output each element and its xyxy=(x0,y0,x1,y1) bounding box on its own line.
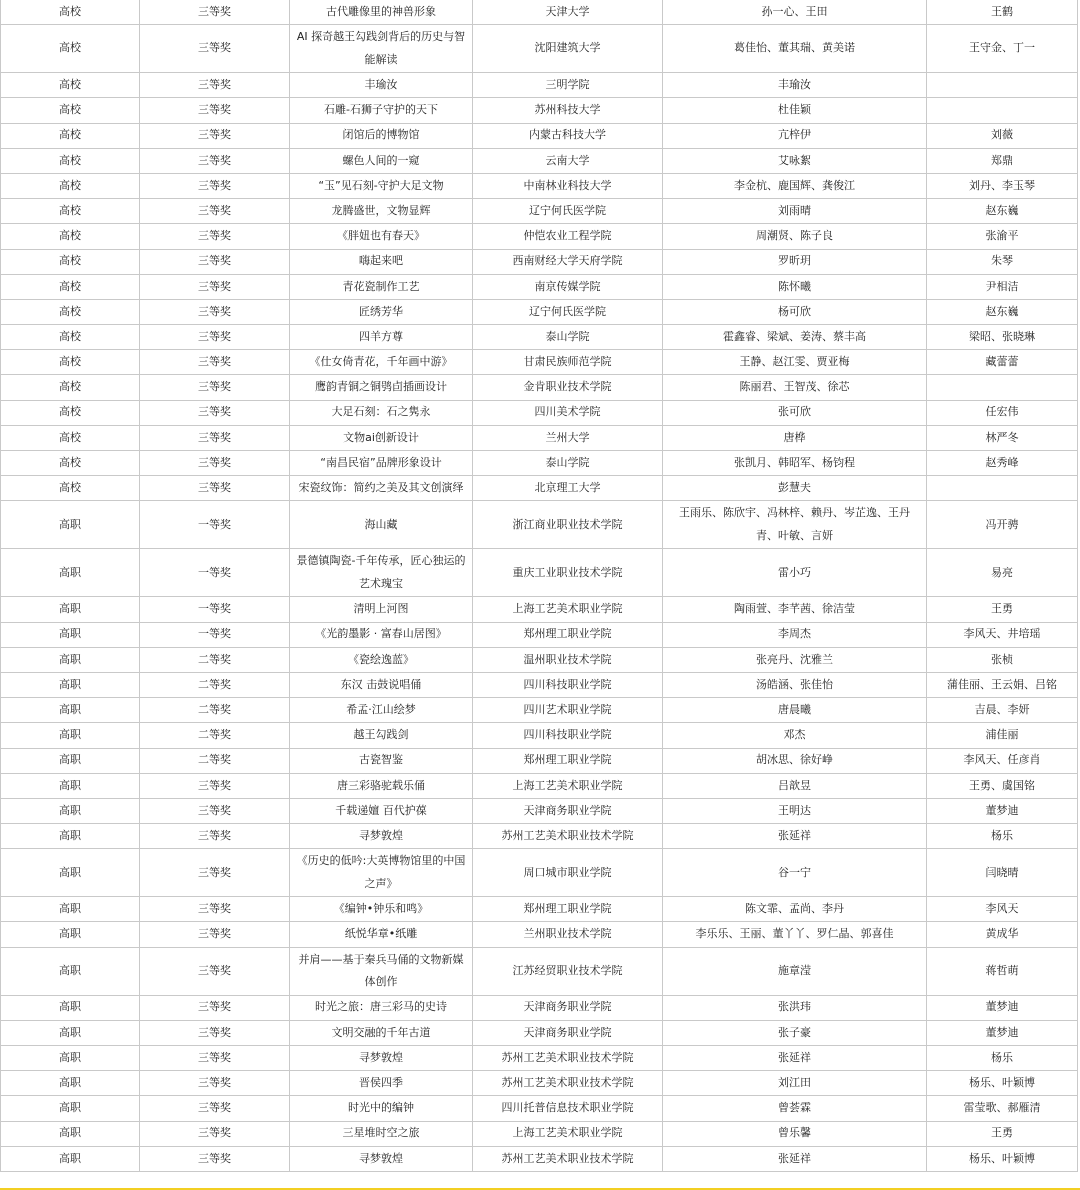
table-row xyxy=(1,622,1078,647)
advisors-cell: 杨乐 xyxy=(927,824,1078,849)
school-cell: 苏州工艺美术职业技术学院 xyxy=(473,1146,663,1171)
award-level-cell: 一等奖 xyxy=(140,597,290,622)
school-cell: 上海工艺美术职业学院 xyxy=(473,773,663,798)
work-title-cell: 寻梦敦煌 xyxy=(290,1046,473,1071)
category-cell: 高职 xyxy=(1,672,140,697)
authors-cell: 李金杭、鹿国辉、龚俊江 xyxy=(663,173,927,198)
table-row xyxy=(1,501,1078,549)
category-cell: 高校 xyxy=(1,123,140,148)
school-cell: 仲恺农业工程学院 xyxy=(473,224,663,249)
advisors-cell: 蒋哲萌 xyxy=(927,947,1078,995)
award-level-cell: 三等奖 xyxy=(140,1146,290,1171)
category-cell: 高职 xyxy=(1,698,140,723)
table-row xyxy=(1,597,1078,622)
advisors-cell xyxy=(927,375,1078,400)
school-cell: 郑州理工职业学院 xyxy=(473,748,663,773)
category-cell: 高校 xyxy=(1,25,140,73)
school-cell: 重庆工业职业技术学院 xyxy=(473,549,663,597)
advisors-cell: 任宏伟 xyxy=(927,400,1078,425)
table-row xyxy=(1,698,1078,723)
work-title-cell: 螺色人间的一窥 xyxy=(290,148,473,173)
work-title-cell: 石雕-石狮子守护的天下 xyxy=(290,98,473,123)
award-level-cell: 三等奖 xyxy=(140,148,290,173)
advisors-cell: 赵秀峰 xyxy=(927,451,1078,476)
category-cell: 高职 xyxy=(1,798,140,823)
category-cell: 高校 xyxy=(1,325,140,350)
award-level-cell: 三等奖 xyxy=(140,249,290,274)
table-row xyxy=(1,1121,1078,1146)
school-cell: 北京理工大学 xyxy=(473,476,663,501)
school-cell: 天津商务职业学院 xyxy=(473,995,663,1020)
advisors-cell: 赵东巍 xyxy=(927,299,1078,324)
award-level-cell: 三等奖 xyxy=(140,25,290,73)
category-cell: 高职 xyxy=(1,1071,140,1096)
work-title-cell: 寻梦敦煌 xyxy=(290,1146,473,1171)
category-cell: 高职 xyxy=(1,622,140,647)
work-title-cell: 寻梦敦煌 xyxy=(290,824,473,849)
work-title-cell: 《历史的低吟:大英博物馆里的中国之声》 xyxy=(290,849,473,897)
category-cell: 高职 xyxy=(1,1020,140,1045)
award-level-cell: 三等奖 xyxy=(140,299,290,324)
authors-cell: 陈丽君、王智茂、徐芯 xyxy=(663,375,927,400)
authors-cell: 孙一心、王田 xyxy=(663,0,927,25)
authors-cell: 葛佳怡、董其瑞、黄美诺 xyxy=(663,25,927,73)
authors-cell: 张凯月、韩昭军、杨钧程 xyxy=(663,451,927,476)
table-row xyxy=(1,995,1078,1020)
award-level-cell: 三等奖 xyxy=(140,350,290,375)
work-title-cell: AI 探奇越王勾践剑背后的历史与智能解读 xyxy=(290,25,473,73)
authors-cell: 彭慧夫 xyxy=(663,476,927,501)
category-cell: 高职 xyxy=(1,549,140,597)
work-title-cell: 希孟·江山绘梦 xyxy=(290,698,473,723)
advisors-cell: 李风天 xyxy=(927,897,1078,922)
table-row xyxy=(1,25,1078,73)
advisors-cell: 刘薇 xyxy=(927,123,1078,148)
table-row xyxy=(1,375,1078,400)
award-level-cell: 三等奖 xyxy=(140,995,290,1020)
award-level-cell: 三等奖 xyxy=(140,425,290,450)
advisors-cell: 张桢 xyxy=(927,647,1078,672)
school-cell: 泰山学院 xyxy=(473,325,663,350)
advisors-cell: 闫晓晴 xyxy=(927,849,1078,897)
authors-cell: 王雨乐、陈欣宇、冯林梓、赖丹、岑芷逸、王丹青、叶敏、言妍 xyxy=(663,501,927,549)
authors-cell: 曾乐馨 xyxy=(663,1121,927,1146)
school-cell: 四川托普信息技术职业学院 xyxy=(473,1096,663,1121)
advisors-cell: 杨乐、叶颖博 xyxy=(927,1071,1078,1096)
school-cell: 南京传媒学院 xyxy=(473,274,663,299)
table-row xyxy=(1,947,1078,995)
table-row xyxy=(1,773,1078,798)
authors-cell: 吕歆昱 xyxy=(663,773,927,798)
advisors-cell: 王勇 xyxy=(927,597,1078,622)
school-cell: 三明学院 xyxy=(473,73,663,98)
advisors-cell: 王勇、虞国铭 xyxy=(927,773,1078,798)
school-cell: 郑州理工职业学院 xyxy=(473,897,663,922)
school-cell: 江苏经贸职业技术学院 xyxy=(473,947,663,995)
table-row xyxy=(1,1071,1078,1096)
advisors-cell: 董梦迪 xyxy=(927,1020,1078,1045)
authors-cell: 丰瑜汝 xyxy=(663,73,927,98)
category-cell: 高校 xyxy=(1,299,140,324)
advisors-cell: 刘丹、李玉琴 xyxy=(927,173,1078,198)
award-level-cell: 三等奖 xyxy=(140,1071,290,1096)
award-level-cell: 三等奖 xyxy=(140,1096,290,1121)
advisors-cell: 赵东巍 xyxy=(927,199,1078,224)
advisors-cell: 尹相洁 xyxy=(927,274,1078,299)
work-title-cell: 闭馆后的博物馆 xyxy=(290,123,473,148)
work-title-cell: “玉”见石刻-守护大足文物 xyxy=(290,173,473,198)
authors-cell: 刘江田 xyxy=(663,1071,927,1096)
work-title-cell: 唐三彩骆驼载乐俑 xyxy=(290,773,473,798)
authors-cell: 张延祥 xyxy=(663,824,927,849)
work-title-cell: 时光中的编钟 xyxy=(290,1096,473,1121)
advisors-cell: 董梦迪 xyxy=(927,798,1078,823)
work-title-cell: 古瓷智鉴 xyxy=(290,748,473,773)
advisors-cell: 王勇 xyxy=(927,1121,1078,1146)
advisors-cell: 梁昭、张晓琳 xyxy=(927,325,1078,350)
award-level-cell: 三等奖 xyxy=(140,773,290,798)
category-cell: 高职 xyxy=(1,501,140,549)
advisors-cell xyxy=(927,476,1078,501)
authors-cell: 唐桦 xyxy=(663,425,927,450)
advisors-cell: 董梦迪 xyxy=(927,995,1078,1020)
school-cell: 四川艺术职业学院 xyxy=(473,698,663,723)
authors-cell: 王明达 xyxy=(663,798,927,823)
work-title-cell: 匠绣芳华 xyxy=(290,299,473,324)
advisors-cell xyxy=(927,98,1078,123)
category-cell: 高职 xyxy=(1,922,140,947)
category-cell: 高校 xyxy=(1,199,140,224)
category-cell: 高职 xyxy=(1,849,140,897)
category-cell: 高校 xyxy=(1,476,140,501)
table-row xyxy=(1,148,1078,173)
authors-cell: 唐晨曦 xyxy=(663,698,927,723)
authors-cell: 曾荟霖 xyxy=(663,1096,927,1121)
category-cell: 高校 xyxy=(1,451,140,476)
work-title-cell: 鹰韵青铜之铜鸮卣插画设计 xyxy=(290,375,473,400)
advisors-cell: 浦佳丽 xyxy=(927,723,1078,748)
table-row xyxy=(1,425,1078,450)
table-row xyxy=(1,1046,1078,1071)
award-level-cell: 三等奖 xyxy=(140,798,290,823)
category-cell: 高校 xyxy=(1,350,140,375)
authors-cell: 杜佳颖 xyxy=(663,98,927,123)
category-cell: 高职 xyxy=(1,647,140,672)
table-row xyxy=(1,249,1078,274)
category-cell: 高职 xyxy=(1,723,140,748)
authors-cell: 陈文霏、孟尚、李丹 xyxy=(663,897,927,922)
work-title-cell: 东汉 击鼓说唱俑 xyxy=(290,672,473,697)
category-cell: 高校 xyxy=(1,425,140,450)
work-title-cell: 越王勾践剑 xyxy=(290,723,473,748)
work-title-cell: 嗨起来吧 xyxy=(290,249,473,274)
table-row xyxy=(1,1020,1078,1045)
school-cell: 苏州工艺美术职业技术学院 xyxy=(473,824,663,849)
table-row xyxy=(1,549,1078,597)
school-cell: 周口城市职业学院 xyxy=(473,849,663,897)
advisors-cell: 易亮 xyxy=(927,549,1078,597)
school-cell: 辽宁何氏医学院 xyxy=(473,299,663,324)
school-cell: 四川科技职业学院 xyxy=(473,672,663,697)
award-level-cell: 三等奖 xyxy=(140,199,290,224)
school-cell: 四川美术学院 xyxy=(473,400,663,425)
school-cell: 兰州职业技术学院 xyxy=(473,922,663,947)
table-row xyxy=(1,748,1078,773)
authors-cell: 李乐乐、王丽、董丫丫、罗仁晶、郭喜佳 xyxy=(663,922,927,947)
school-cell: 上海工艺美术职业学院 xyxy=(473,597,663,622)
work-title-cell: 青花瓷制作工艺 xyxy=(290,274,473,299)
award-level-cell: 三等奖 xyxy=(140,451,290,476)
work-title-cell: 清明上河图 xyxy=(290,597,473,622)
category-cell: 高职 xyxy=(1,1096,140,1121)
table-row xyxy=(1,798,1078,823)
school-cell: 天津商务职业学院 xyxy=(473,798,663,823)
advisors-cell: 吉晨、李妍 xyxy=(927,698,1078,723)
authors-cell: 霍鑫睿、梁斌、姜涛、蔡丰高 xyxy=(663,325,927,350)
school-cell: 温州职业技术学院 xyxy=(473,647,663,672)
advisors-cell: 朱琴 xyxy=(927,249,1078,274)
category-cell: 高职 xyxy=(1,597,140,622)
school-cell: 苏州工艺美术职业技术学院 xyxy=(473,1046,663,1071)
work-title-cell: 《瓷绘逸蓝》 xyxy=(290,647,473,672)
authors-cell: 周潮贤、陈子良 xyxy=(663,224,927,249)
school-cell: 郑州理工职业学院 xyxy=(473,622,663,647)
table-row xyxy=(1,0,1078,25)
category-cell: 高校 xyxy=(1,400,140,425)
table-row xyxy=(1,224,1078,249)
work-title-cell: 并肩——基于秦兵马俑的文物新媒体创作 xyxy=(290,947,473,995)
work-title-cell: 丰瑜汝 xyxy=(290,73,473,98)
school-cell: 浙江商业职业技术学院 xyxy=(473,501,663,549)
advisors-cell: 冯开骋 xyxy=(927,501,1078,549)
table-row xyxy=(1,451,1078,476)
award-level-cell: 三等奖 xyxy=(140,123,290,148)
authors-cell: 杨可欣 xyxy=(663,299,927,324)
authors-cell: 亢梓伊 xyxy=(663,123,927,148)
authors-cell: 张延祥 xyxy=(663,1146,927,1171)
table-row xyxy=(1,350,1078,375)
authors-cell: 胡冰思、徐好峥 xyxy=(663,748,927,773)
award-level-cell: 三等奖 xyxy=(140,897,290,922)
authors-cell: 施章滢 xyxy=(663,947,927,995)
table-row xyxy=(1,73,1078,98)
category-cell: 高校 xyxy=(1,274,140,299)
authors-cell: 陶雨萱、李芊茜、徐洁莹 xyxy=(663,597,927,622)
work-title-cell: 龙腾盛世，文物显辉 xyxy=(290,199,473,224)
category-cell: 高职 xyxy=(1,947,140,995)
award-level-cell: 二等奖 xyxy=(140,723,290,748)
category-cell: 高校 xyxy=(1,98,140,123)
category-cell: 高校 xyxy=(1,73,140,98)
award-level-cell: 三等奖 xyxy=(140,173,290,198)
school-cell: 天津商务职业学院 xyxy=(473,1020,663,1045)
category-cell: 高职 xyxy=(1,824,140,849)
category-cell: 高职 xyxy=(1,1046,140,1071)
advisors-cell: 林严冬 xyxy=(927,425,1078,450)
authors-cell: 王静、赵江雯、贾亚梅 xyxy=(663,350,927,375)
advisors-cell: 黄成华 xyxy=(927,922,1078,947)
work-title-cell: 《光韵墨影 · 富春山居图》 xyxy=(290,622,473,647)
table-row xyxy=(1,723,1078,748)
school-cell: 中南林业科技大学 xyxy=(473,173,663,198)
table-row xyxy=(1,922,1078,947)
work-title-cell: 景德镇陶瓷-千年传承，匠心独运的艺术瑰宝 xyxy=(290,549,473,597)
award-level-cell: 一等奖 xyxy=(140,622,290,647)
award-level-cell: 三等奖 xyxy=(140,400,290,425)
work-title-cell: 三星堆时空之旅 xyxy=(290,1121,473,1146)
work-title-cell: 《仕女倚青花，千年画中游》 xyxy=(290,350,473,375)
work-title-cell: 宋瓷纹饰：简约之美及其文创演绎 xyxy=(290,476,473,501)
work-title-cell: 晋侯四季 xyxy=(290,1071,473,1096)
table-row xyxy=(1,173,1078,198)
table-row xyxy=(1,123,1078,148)
award-level-cell: 二等奖 xyxy=(140,698,290,723)
advisors-cell: 王守金、丁一 xyxy=(927,25,1078,73)
school-cell: 上海工艺美术职业学院 xyxy=(473,1121,663,1146)
table-row xyxy=(1,647,1078,672)
award-level-cell: 三等奖 xyxy=(140,73,290,98)
work-title-cell: 海山藏 xyxy=(290,501,473,549)
category-cell: 高校 xyxy=(1,173,140,198)
authors-cell: 罗昕玥 xyxy=(663,249,927,274)
work-title-cell: 《胖妞也有春天》 xyxy=(290,224,473,249)
award-table-body xyxy=(1,0,1078,1171)
school-cell: 辽宁何氏医学院 xyxy=(473,199,663,224)
table-row xyxy=(1,98,1078,123)
table-row xyxy=(1,299,1078,324)
table-row xyxy=(1,199,1078,224)
category-cell: 高职 xyxy=(1,748,140,773)
award-level-cell: 三等奖 xyxy=(140,224,290,249)
table-row xyxy=(1,274,1078,299)
school-cell: 苏州工艺美术职业技术学院 xyxy=(473,1071,663,1096)
school-cell: 内蒙古科技大学 xyxy=(473,123,663,148)
table-row xyxy=(1,1096,1078,1121)
award-level-cell: 三等奖 xyxy=(140,1046,290,1071)
school-cell: 沈阳建筑大学 xyxy=(473,25,663,73)
advisors-cell: 李风天、井培瑶 xyxy=(927,622,1078,647)
authors-cell: 张子豪 xyxy=(663,1020,927,1045)
school-cell: 甘肃民族师范学院 xyxy=(473,350,663,375)
award-level-cell: 三等奖 xyxy=(140,922,290,947)
advisors-cell: 张渝平 xyxy=(927,224,1078,249)
table-row xyxy=(1,824,1078,849)
award-level-cell: 一等奖 xyxy=(140,501,290,549)
school-cell: 苏州科技大学 xyxy=(473,98,663,123)
advisors-cell xyxy=(927,73,1078,98)
authors-cell: 李周杰 xyxy=(663,622,927,647)
authors-cell: 张延祥 xyxy=(663,1046,927,1071)
table-row xyxy=(1,400,1078,425)
award-level-cell: 三等奖 xyxy=(140,375,290,400)
award-level-cell: 三等奖 xyxy=(140,1121,290,1146)
table-row xyxy=(1,476,1078,501)
authors-cell: 张洪玮 xyxy=(663,995,927,1020)
category-cell: 高职 xyxy=(1,773,140,798)
school-cell: 金肯职业技术学院 xyxy=(473,375,663,400)
work-title-cell: 文明交融的千年古道 xyxy=(290,1020,473,1045)
table-row xyxy=(1,1146,1078,1171)
work-title-cell: 《编钟•钟乐和鸣》 xyxy=(290,897,473,922)
award-level-cell: 二等奖 xyxy=(140,647,290,672)
award-level-cell: 三等奖 xyxy=(140,1020,290,1045)
authors-cell: 雷小巧 xyxy=(663,549,927,597)
advisors-cell: 郑鼎 xyxy=(927,148,1078,173)
category-cell: 高校 xyxy=(1,249,140,274)
school-cell: 云南大学 xyxy=(473,148,663,173)
work-title-cell: 文物ai创新设计 xyxy=(290,425,473,450)
authors-cell: 艾咏絮 xyxy=(663,148,927,173)
school-cell: 兰州大学 xyxy=(473,425,663,450)
award-level-cell: 三等奖 xyxy=(140,824,290,849)
authors-cell: 陈怀曦 xyxy=(663,274,927,299)
category-cell: 高校 xyxy=(1,0,140,25)
work-title-cell: 四羊方尊 xyxy=(290,325,473,350)
award-level-cell: 三等奖 xyxy=(140,947,290,995)
authors-cell: 张亮丹、沈雅兰 xyxy=(663,647,927,672)
work-title-cell: 纸悦华章•纸雕 xyxy=(290,922,473,947)
table-row xyxy=(1,672,1078,697)
advisors-cell: 王鹤 xyxy=(927,0,1078,25)
category-cell: 高职 xyxy=(1,1121,140,1146)
advisors-cell: 李风天、任彦肖 xyxy=(927,748,1078,773)
school-cell: 天津大学 xyxy=(473,0,663,25)
category-cell: 高职 xyxy=(1,897,140,922)
award-level-cell: 二等奖 xyxy=(140,748,290,773)
advisors-cell: 杨乐、叶颖博 xyxy=(927,1146,1078,1171)
category-cell: 高职 xyxy=(1,995,140,1020)
school-cell: 泰山学院 xyxy=(473,451,663,476)
award-level-cell: 二等奖 xyxy=(140,672,290,697)
category-cell: 高校 xyxy=(1,148,140,173)
award-level-cell: 三等奖 xyxy=(140,98,290,123)
award-level-cell: 一等奖 xyxy=(140,549,290,597)
authors-cell: 汤皓涵、张佳怡 xyxy=(663,672,927,697)
table-row xyxy=(1,325,1078,350)
category-cell: 高职 xyxy=(1,1146,140,1171)
table-row xyxy=(1,897,1078,922)
advisors-cell: 藏蕾蕾 xyxy=(927,350,1078,375)
table-row xyxy=(1,849,1078,897)
school-cell: 西南财经大学天府学院 xyxy=(473,249,663,274)
authors-cell: 邓杰 xyxy=(663,723,927,748)
authors-cell: 刘雨晴 xyxy=(663,199,927,224)
advisors-cell: 杨乐 xyxy=(927,1046,1078,1071)
work-title-cell: 大足石刻：石之隽永 xyxy=(290,400,473,425)
authors-cell: 张可欣 xyxy=(663,400,927,425)
award-level-cell: 三等奖 xyxy=(140,274,290,299)
award-level-cell: 三等奖 xyxy=(140,325,290,350)
work-title-cell: “南昌民宿”品牌形象设计 xyxy=(290,451,473,476)
award-level-cell: 三等奖 xyxy=(140,849,290,897)
advisors-cell: 雷莹歌、郝雁清 xyxy=(927,1096,1078,1121)
work-title-cell: 时光之旅：唐三彩马的史诗 xyxy=(290,995,473,1020)
work-title-cell: 千载递嬗 百代护葆 xyxy=(290,798,473,823)
work-title-cell: 古代雕像里的神兽形象 xyxy=(290,0,473,25)
category-cell: 高校 xyxy=(1,375,140,400)
award-level-cell: 三等奖 xyxy=(140,0,290,25)
authors-cell: 谷一宁 xyxy=(663,849,927,897)
school-cell: 四川科技职业学院 xyxy=(473,723,663,748)
advisors-cell: 蒲佳丽、王云娟、吕铭 xyxy=(927,672,1078,697)
category-cell: 高校 xyxy=(1,224,140,249)
award-level-cell: 三等奖 xyxy=(140,476,290,501)
